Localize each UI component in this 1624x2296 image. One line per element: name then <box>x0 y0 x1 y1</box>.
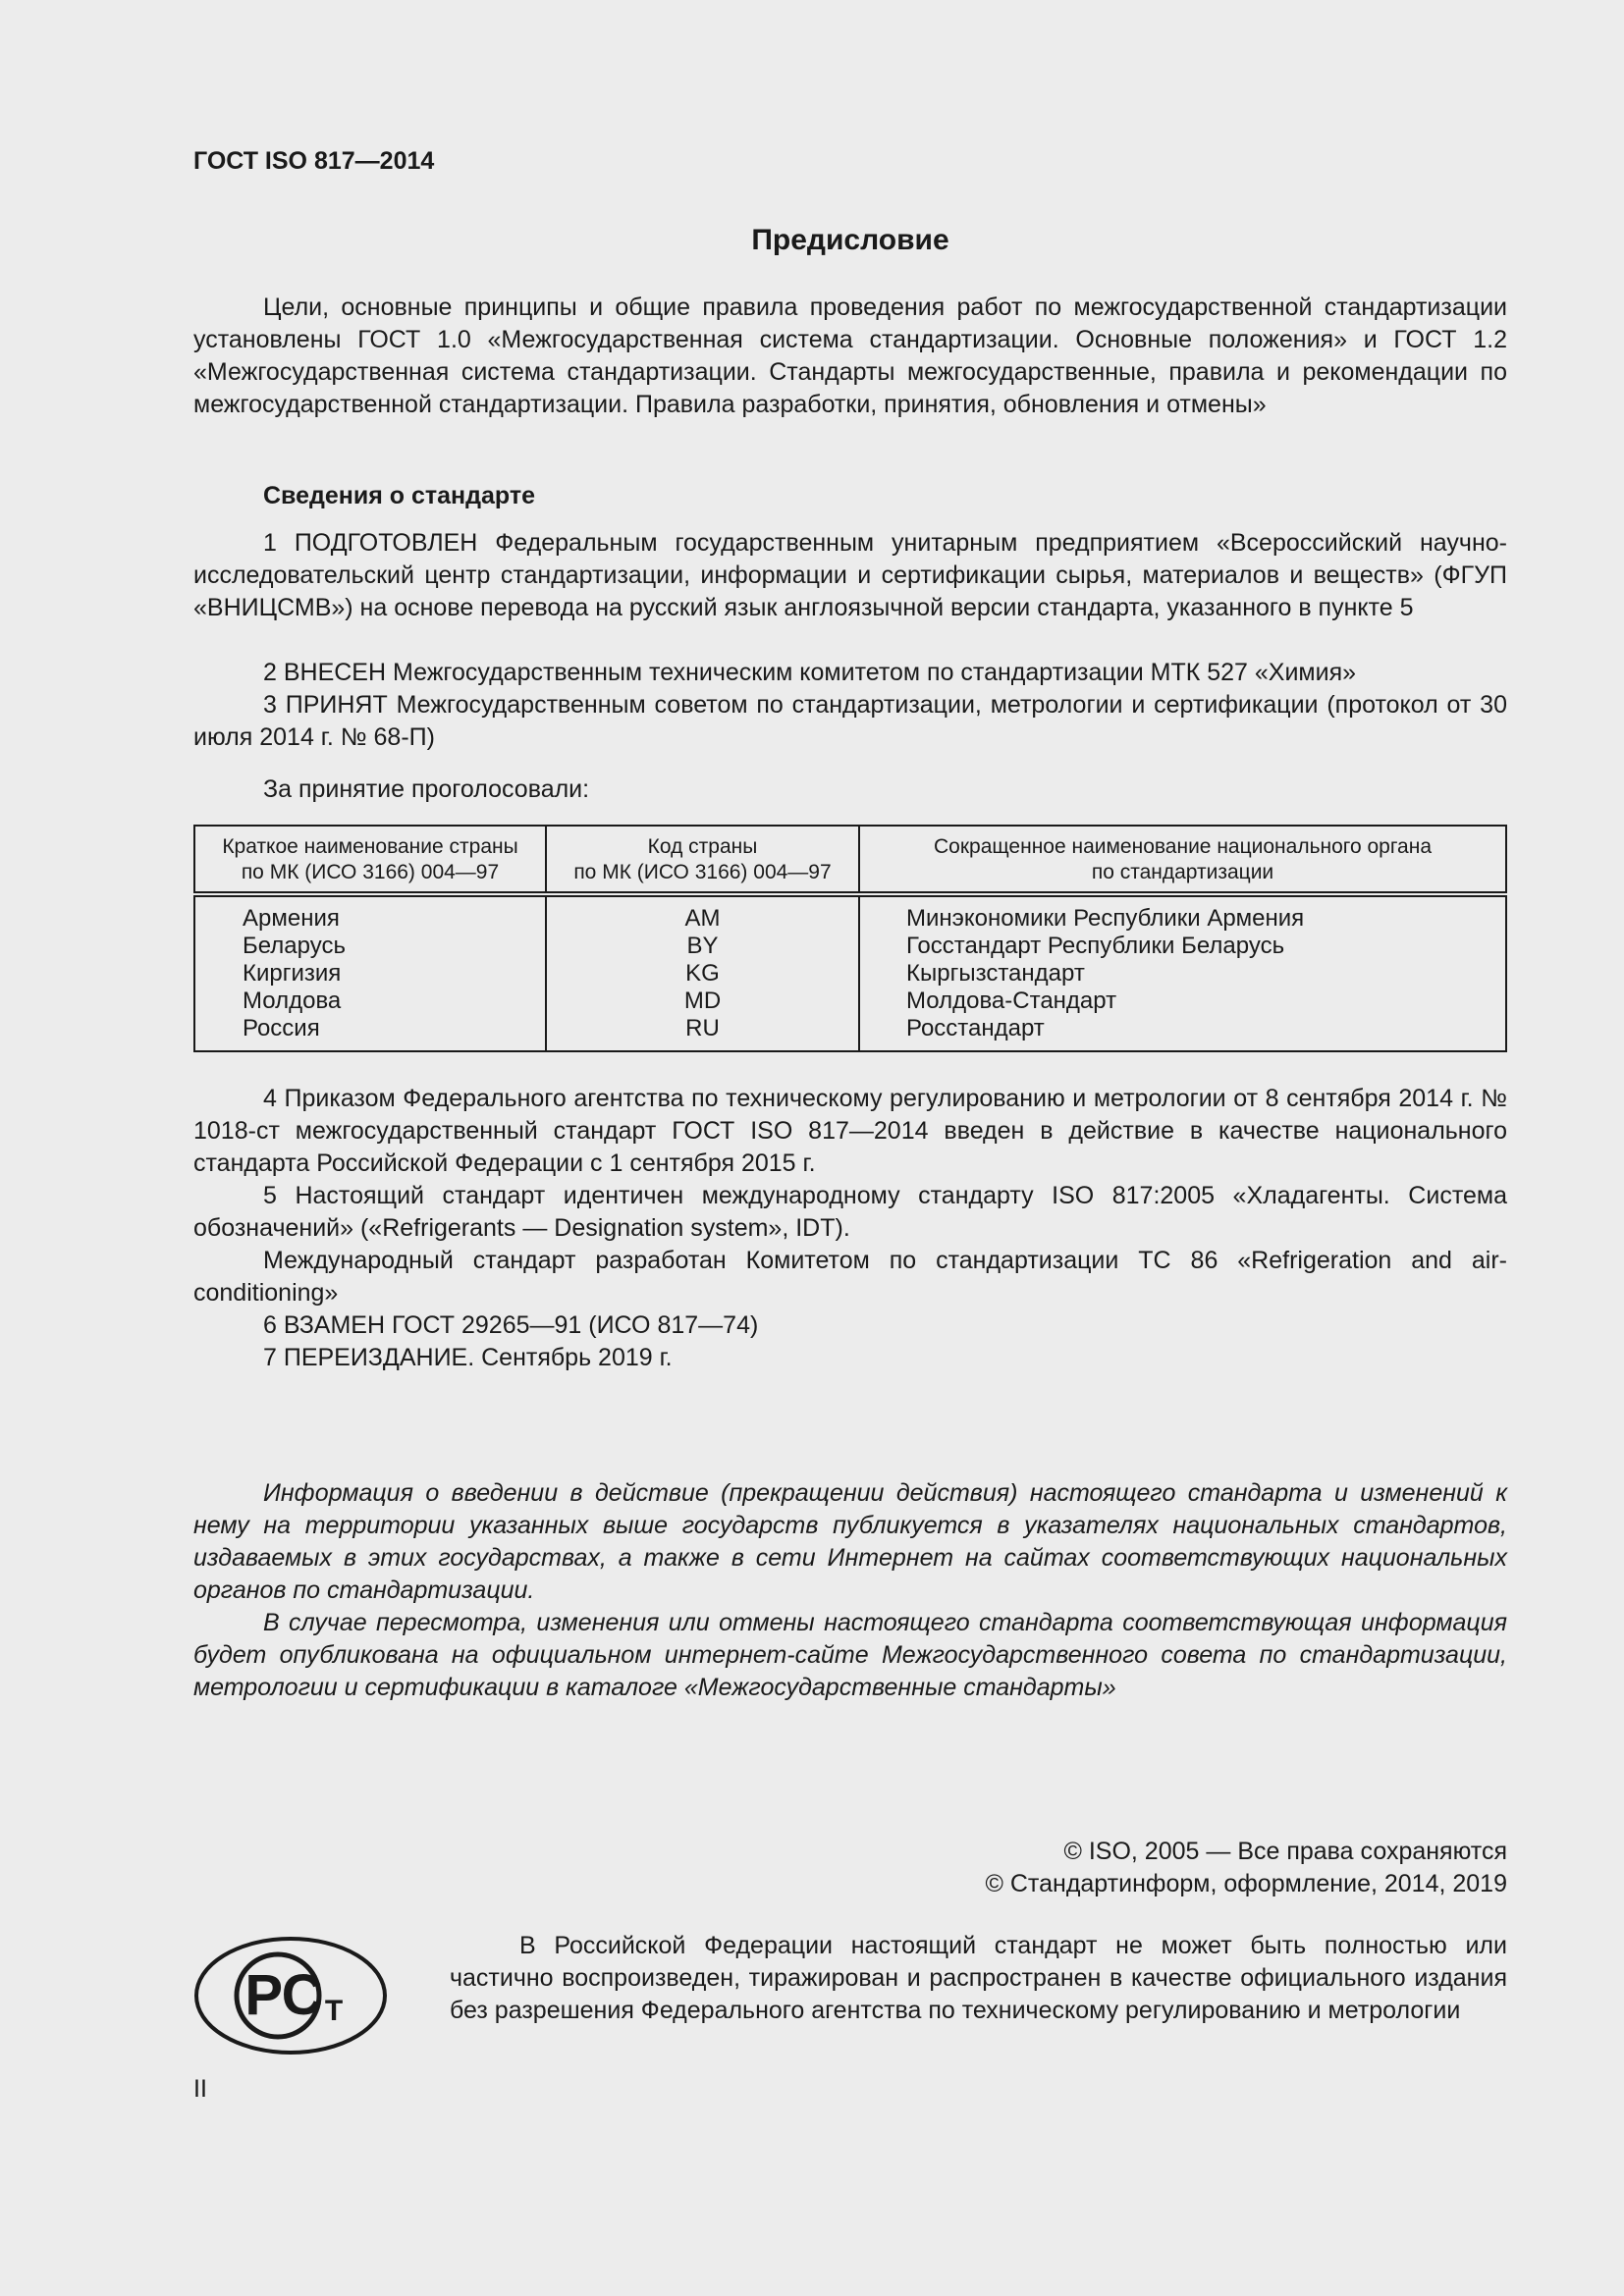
column-header-body <box>859 826 1506 894</box>
item-6-text: 6 ВЗАМЕН ГОСТ 29265—91 (ИСО 817—74) <box>263 1311 759 1339</box>
header-line: Сокращенное наименование национального органа <box>933 835 1433 858</box>
item-4 <box>193 1083 1507 1180</box>
header-line: Краткое наименование страны <box>222 835 518 858</box>
standards-body: Кыргызстандарт <box>906 960 1085 987</box>
country-name: Армения <box>243 905 340 932</box>
item-1 <box>193 527 1507 624</box>
page-number: II <box>193 2075 207 2103</box>
notice-1-text: Информация о введении в действие (прекращении действия) настоящего стандарта и изменений к нему на территории указанных выше государств публикуется в указателях национальных стандартов, издаваемых в этих государствах, а также в сети Интернет на сайтах соответствующих национальных органов по стандартизации. <box>193 1479 1507 1604</box>
rights-notice <box>450 1930 1507 2027</box>
copyright-iso: © ISO, 2005 — Все права сохраняются <box>1063 1838 1507 1865</box>
section-subheading: Сведения о стандарте <box>263 482 536 509</box>
item-3-text: 3 ПРИНЯТ Межгосударственным советом по стандартизации, метрологии и сертификации (протокол от 30 июля 2014 г. № 68-П) <box>193 691 1507 751</box>
country-code: MD <box>683 988 722 1014</box>
column-header-code <box>546 826 859 894</box>
standards-body: Росстандарт <box>906 1015 1045 1041</box>
country-code: BY <box>686 933 719 959</box>
table-header-row <box>194 826 1506 894</box>
voting-table <box>193 825 1507 1052</box>
intro-paragraph <box>193 292 1507 421</box>
voted-text: За принятие проголосовали: <box>263 775 590 803</box>
header-line: Код страны <box>647 835 758 858</box>
country-name: Киргизия <box>243 960 342 987</box>
country-name: Россия <box>243 1015 320 1041</box>
rights-text: В Российской Федерации настоящий стандарт не может быть полностью или частично воспроизведен, тиражирован и распространен в качестве официального издания без разрешения Федерального агентства по техническому регулированию и метрологии <box>450 1932 1507 2024</box>
page-title: Предисловие <box>751 224 949 256</box>
logo-lettering: РС <box>244 1963 323 2027</box>
country-name: Молдова <box>243 988 342 1014</box>
standards-body: Молдова-Стандарт <box>906 988 1117 1014</box>
item-7 <box>193 1342 1507 1374</box>
code-cell <box>546 894 859 1051</box>
item-2 <box>193 657 1507 689</box>
item-7-text: 7 ПЕРЕИЗДАНИЕ. Сентябрь 2019 г. <box>263 1344 673 1371</box>
table-row <box>194 894 1506 1051</box>
rst-logo <box>193 1936 388 2056</box>
country-name: Беларусь <box>243 933 346 959</box>
item-3 <box>193 689 1507 754</box>
notice-paragraph-2 <box>193 1607 1507 1704</box>
body-cell <box>859 894 1506 1051</box>
intro-text: Цели, основные принципы и общие правила проведения работ по межгосударственной стандартизации установлены ГОСТ 1.0 «Межгосударственная система стандартизации. Основные положения» и ГОСТ 1.2 «Межгосударственная система стандартизации. Стандарты межгосударственные, правила и рекомендации по межгосударственной стандартизации. Правила разработки, принятия, обновления и отмены» <box>193 294 1507 418</box>
country-cell <box>194 894 546 1051</box>
item-5 <box>193 1180 1507 1245</box>
item-5-note <box>193 1245 1507 1309</box>
header-line: по стандартизации <box>1091 861 1274 883</box>
item-4-text: 4 Приказом Федерального агентства по техническому регулированию и метрологии от 8 сентября 2014 г. № 1018-ст межгосударственный стандарт ГОСТ ISO 817—2014 введен в действие в качестве национального стандарта Российской Федерации с 1 сентября 2015 г. <box>193 1085 1507 1177</box>
item-1-text: 1 ПОДГОТОВЛЕН Федеральным государственным унитарным предприятием «Всероссийский научно-исследовательский центр стандартизации, информации и сертификации сырья, материалов и веществ» (ФГУП «ВНИЦСМВ») на основе перевода на русский язык англоязычной версии стандарта, указанного в пункте 5 <box>193 529 1507 621</box>
item-6 <box>193 1309 1507 1342</box>
notice-2-text: В случае пересмотра, изменения или отмены настоящего стандарта соответствующая информация будет опубликована на официальном интернет-сайте Межгосударственного совета по стандартизации, метрологии и сертификации в каталоге «Межгосударственные стандарты» <box>193 1609 1507 1701</box>
item-5-text: 5 Настоящий стандарт идентичен международному стандарту ISO 817:2005 «Хладагенты. Система обозначений» («Refrigerants — Designation system», IDT). <box>193 1182 1507 1242</box>
item-5-note-text: Международный стандарт разработан Комитетом по стандартизации ТС 86 «Refrigeration and air-conditioning» <box>193 1247 1507 1307</box>
copyright-standartinform: © Стандартинформ, оформление, 2014, 2019 <box>985 1870 1507 1897</box>
country-code: KG <box>685 960 720 987</box>
header-line: по МК (ИСО 3166) 004—97 <box>241 861 500 883</box>
logo-lettering: Т <box>324 1995 344 2027</box>
standards-body: Минэкономики Республики Армения <box>906 905 1305 932</box>
notice-paragraph-1 <box>193 1477 1507 1607</box>
item-2-text: 2 ВНЕСЕН Межгосударственным техническим комитетом по стандартизации МТК 527 «Химия» <box>263 659 1357 686</box>
header-line: по МК (ИСО 3166) 004—97 <box>573 861 832 883</box>
standards-body: Госстандарт Республики Беларусь <box>906 933 1285 959</box>
column-header-country <box>194 826 546 894</box>
country-code: RU <box>685 1015 720 1041</box>
voted-label <box>193 774 1507 806</box>
document-code: ГОСТ ISO 817—2014 <box>193 147 435 175</box>
country-code: AM <box>684 905 721 932</box>
